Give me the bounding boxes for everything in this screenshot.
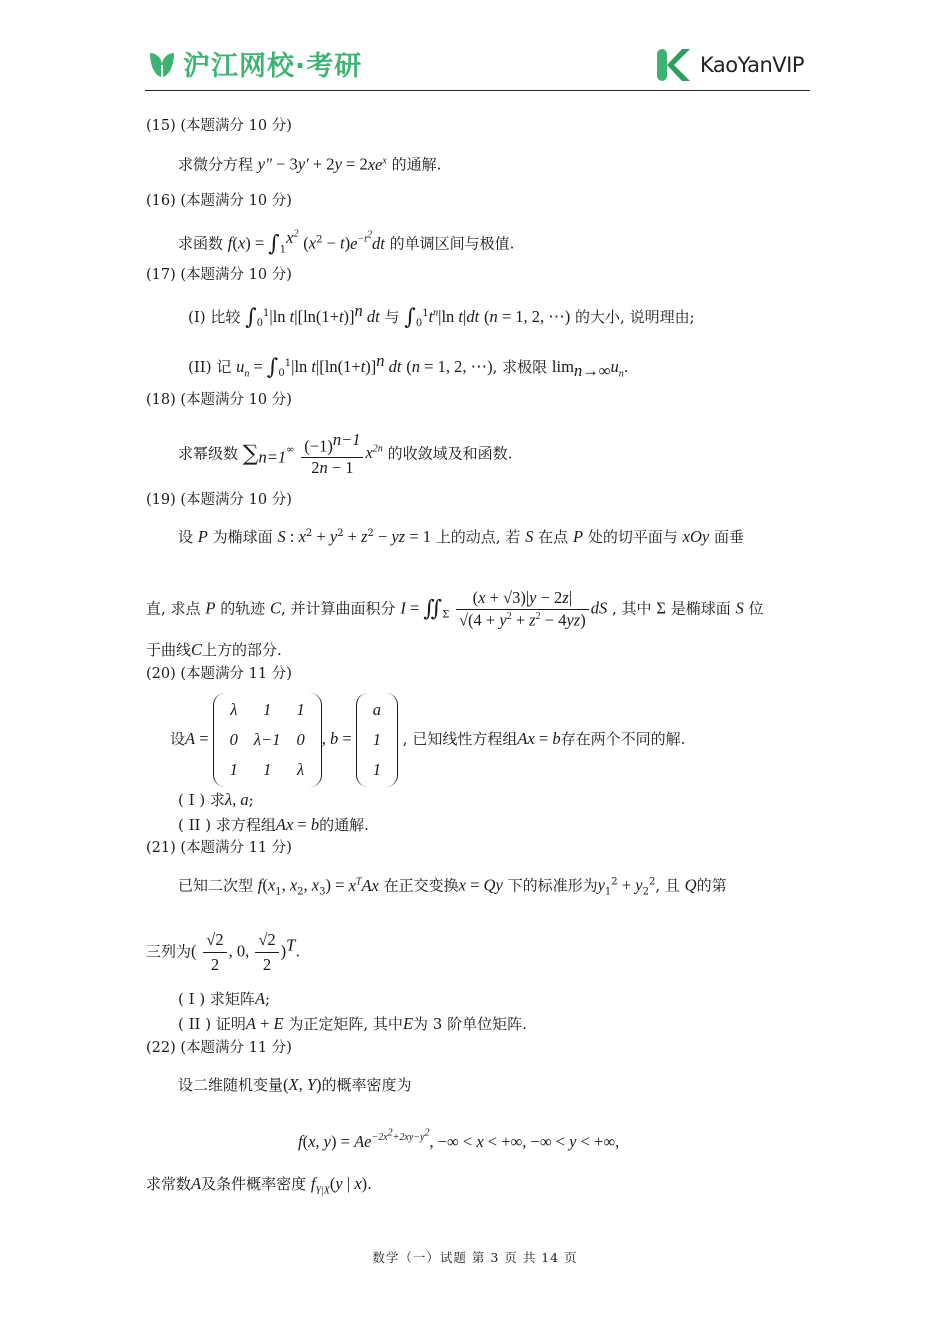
p17-heading: (17) (本题满分 10 分) bbox=[146, 267, 292, 283]
p21-line1: 已知二次型 $f(x_1$, $x_2$, $x_3) = x^TAx$ 在正交变换x = Qy 下的标准形为$y_1^2 + y_2^2$, 且 Q的第 bbox=[178, 875, 727, 898]
p18-heading: (18) (本题满分 10 分) bbox=[146, 392, 292, 408]
brand-right-text: KaoYanVIP bbox=[700, 53, 804, 77]
p20-heading: (20) (本题满分 11 分) bbox=[146, 666, 292, 682]
p20-part1: ( I ) 求λ, a; bbox=[178, 790, 254, 809]
kaoyanvip-logo bbox=[654, 46, 804, 84]
p16-heading: (16) (本题满分 10 分) bbox=[146, 193, 292, 209]
p19-line3: 于曲线C上方的部分. bbox=[146, 640, 282, 659]
p21-line2: 三列为( $\frac{√2}{2}$ , 0, $\frac{√2}{2}$ )$^T$. bbox=[146, 930, 301, 974]
p17-part2: (II) 记 $u_n = \int_0^1|\ln$ $t|[\ln(1+t)]^n$ dt (n = 1, 2, ⋯), 求极限 $\lim_{n\to\infty}u_n$. bbox=[188, 351, 629, 380]
p16-body: 求函数 $f(x) = \int_1^{x^2}$ $(x^2 - t)e^{-t^2}dt$ 的单调区间与极值. bbox=[178, 227, 515, 257]
vector-b: a 1 1 bbox=[356, 693, 398, 787]
p21-part1: ( I ) 求矩阵A; bbox=[178, 989, 271, 1008]
p18-body: 求幂级数 $\sum_{n=1}^\infty$ $\frac{(-1)^{n-1}}{2n - 1}$ $x^{2n}$ 的收敛域及和函数. bbox=[178, 430, 513, 477]
page-header bbox=[145, 40, 810, 91]
p21-part2: ( II ) 证明A + E 为正定矩阵, 其中E为 3 阶单位矩阵. bbox=[178, 1014, 527, 1033]
hujiang-logo bbox=[145, 44, 362, 83]
p21-heading: (21) (本题满分 11 分) bbox=[146, 840, 292, 856]
p22-formula: f(x, $y) = Ae^{-2x^2+2xy-y^2}$, −∞ < x < +∞, −∞ < y < +∞, bbox=[298, 1128, 620, 1151]
p15-heading: (15) (本题满分 10 分) bbox=[146, 118, 292, 134]
p19-heading: (19) (本题满分 10 分) bbox=[146, 492, 292, 508]
p22-line1: 设二维随机变量(X, Y)的概率密度为 bbox=[178, 1075, 412, 1094]
page-footer: 数学（一）试题 第 3 页 共 14 页 bbox=[372, 1250, 578, 1265]
p20-part2: ( II ) 求方程组Ax = b的通解. bbox=[178, 815, 369, 834]
p19-line1: 设 P 为椭球面 S : $x^2 + y^2 + z^2$ − yz = 1 上的动点, 若 S 在点 P 处的切平面与 xOy 面垂 bbox=[178, 527, 744, 546]
p22-line3: 求常数A及条件概率密度 $f_{Y|X}(y$ | x). bbox=[146, 1174, 372, 1197]
p19-line2: 直, 求点 P 的轨迹 C, 并计算曲面积分 $I = ∬_\Sigma$ $\frac{(x + √3)|y - 2z|}{√(4 + y^2 + z^2 - 4yz)}$ dS , 其中 Σ 是椭球面 S 位 bbox=[146, 588, 764, 629]
k-logo-icon bbox=[654, 46, 692, 84]
p17-part1: (I) 比较 $\int_0^1|\ln$ $t|[\ln(1+t)]^n$ dt 与 $\int_0^1t^n|\ln$ t|dt (n = 1, 2, ⋯) 的大小, 说明理由; bbox=[188, 301, 695, 330]
p20-body: 设A = λ 1 1 0 λ−1 0 1 1 λ , b = a 1 1 , 已知线性方程组Ax = b存在两个不同的解. bbox=[170, 693, 685, 787]
p15-body: 求微分方程 $y'' - 3y' + 2y = 2xe^x$ 的通解. bbox=[178, 154, 442, 174]
p22-heading: (22) (本题满分 11 分) bbox=[146, 1040, 292, 1056]
brand-left-text: 沪江网校·考研 bbox=[183, 51, 363, 82]
leaf-icon bbox=[145, 47, 179, 81]
matrix-a: λ 1 1 0 λ−1 0 1 1 λ bbox=[213, 693, 322, 787]
